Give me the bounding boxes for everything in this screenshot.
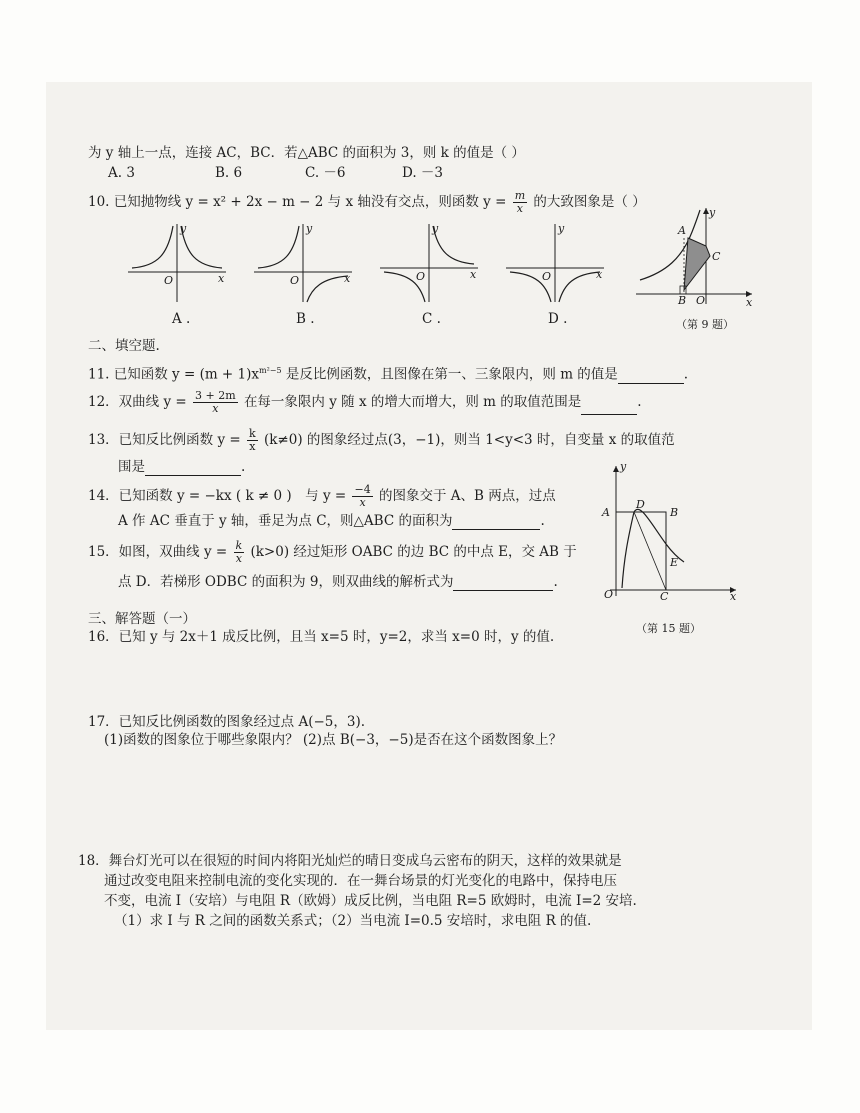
q10-stem-before: 10. 已知抛物线 y = x² + 2x − m − 2 与 x 轴没有交点，则函数 y = [88, 194, 507, 210]
q18-line1: 18．舞台灯光可以在很短的时间内将阳光灿烂的晴日变成乌云密布的阴天，这样的效果就是 [78, 853, 622, 869]
q11-after: 是反比例函数，且图像在第一、三象限内，则 m 的值是 [281, 366, 618, 383]
q9-choice-a: A. 3 [108, 165, 135, 181]
q13-end: . [241, 459, 246, 475]
q14-fraction [352, 484, 372, 509]
q10d-x-label: x [596, 268, 603, 281]
q15-line2 [118, 573, 558, 591]
q14-before: 14．已知函数 y = −kx ( k ≠ 0 ) 与 y = [88, 488, 347, 504]
fig9-y-label: y [709, 206, 716, 219]
q12-end: . [637, 394, 642, 410]
q12-frac-num: 3 + 2m [195, 389, 236, 402]
q10-frac-den: x [516, 202, 524, 215]
q13-line2-text: 围是 [118, 459, 145, 475]
fig9-x-label: x [746, 296, 753, 309]
fig15-point-d: D [636, 498, 645, 511]
q10a-y-label: y [180, 222, 187, 235]
q13-fraction [247, 428, 258, 453]
q13-after: (k≠0) 的图象经过点(3，−1)，则当 1<y<3 时，自变量 x 的取值范 [263, 432, 675, 448]
fig15-caption: （第 15 题） [636, 622, 701, 635]
q15-frac-den: x [235, 552, 242, 565]
q18-line3: 不变，电流 I（安培）与电阻 R（欧姆）成反比例，当电阻 R=5 欧姆时，电流 I=2 安培. [104, 893, 637, 909]
q12-before: 12．双曲线 y = [88, 394, 187, 410]
q15-line2-text: 点 D．若梯形 ODBC 的面积为 9，则双曲线的解析式为 [118, 574, 454, 590]
q9-choice-c: C. －6 [305, 165, 346, 181]
q10-label-b: B . [296, 311, 315, 327]
q13-line2 [118, 458, 245, 476]
q13-before: 13．已知反比例函数 y = [88, 432, 241, 448]
q10c-origin: O [416, 270, 426, 283]
q10-frac-num: m [514, 189, 526, 202]
q12-fraction [193, 390, 238, 415]
q17-line1: 17．已知反比例函数的图象经过点 A(−5，3). [88, 714, 366, 730]
q15-text [88, 540, 577, 565]
q9-choice-d: D. －3 [402, 165, 444, 181]
q12-text [88, 390, 642, 415]
q10-label-d: D . [548, 311, 568, 327]
q15-end: . [553, 574, 558, 590]
q10b-x-label: x [344, 272, 351, 285]
q10a-x-label: x [218, 272, 225, 285]
fig15-point-a: A [602, 506, 610, 519]
q15-blank[interactable] [453, 590, 553, 591]
q15-fraction [234, 540, 245, 565]
q11-text [88, 362, 688, 384]
q14-frac-den: x [359, 496, 366, 509]
q10-label-a: A . [172, 311, 191, 327]
q10-label-c: C . [422, 311, 441, 327]
q13-blank[interactable] [145, 475, 241, 476]
fig9-point-b: B [678, 294, 687, 307]
q11-end: . [683, 366, 689, 383]
q10c-y-label: y [432, 222, 439, 235]
q10b-origin: O [290, 274, 300, 287]
q15-frac-num: k [235, 539, 243, 552]
q10-stem-after: 的大致图象是（ ） [533, 194, 646, 210]
fig9-point-c: C [712, 250, 721, 263]
q10d-y-label: y [558, 222, 565, 235]
q14-line2-text: A 作 AC 垂直于 y 轴，垂足为点 C，则△ABC 的面积为 [118, 513, 453, 529]
q12-frac-den: x [212, 402, 219, 415]
q13-frac-den: x [249, 440, 256, 453]
q17-line2: (1)函数的图象位于哪些象限内？ (2)点 B(−3，−5)是否在这个函数图象上？ [104, 732, 563, 748]
q15-before: 15．如图，双曲线 y = [88, 544, 228, 560]
fig9-point-a: A [678, 224, 686, 237]
q14-end: . [540, 513, 545, 529]
q13-frac-num: k [249, 427, 256, 440]
fig15-point-c: C [660, 590, 669, 603]
fig15-point-e: E [670, 556, 679, 569]
fig15-diagram [600, 462, 740, 602]
q14-blank[interactable] [452, 529, 540, 530]
fig15-origin: O [604, 588, 614, 601]
fig9-origin: O [696, 294, 706, 307]
q11-before: 11. 已知函数 y = (m + 1)x [88, 366, 260, 383]
q15-after: (k>0) 经过矩形 OABC 的边 BC 的中点 E，交 AB 于 [250, 544, 577, 560]
q14-text [88, 484, 556, 509]
q10d-origin: O [542, 270, 552, 283]
q10-graph-b [254, 222, 354, 304]
fig15-x-label: x [730, 590, 737, 603]
q13-text [88, 428, 675, 453]
section2-title: 二、填空题. [88, 338, 160, 354]
q18-line2: 通过改变电阻来控制电流的变化实现的．在一舞台场景的灯光变化的电路中，保持电压 [104, 873, 617, 889]
q14-line2 [118, 512, 545, 530]
fig9-diagram [636, 206, 754, 309]
fig15-y-label: y [620, 460, 627, 473]
q10-fraction [513, 190, 527, 215]
q12-blank[interactable] [581, 414, 637, 415]
q10c-x-label: x [470, 268, 477, 281]
q11-exponent: m²−5 [259, 366, 282, 375]
q12-after: 在每一象限内 y 随 x 的增大而增大，则 m 的取值范围是 [243, 394, 582, 410]
q18-line4: （1）求 I 与 R 之间的函数关系式；（2）当电流 I=0.5 安培时，求电阻 R 的值. [114, 913, 592, 929]
q10-graph-a [128, 222, 228, 304]
q9-choice-b: B. 6 [215, 165, 243, 181]
q16-text: 16．已知 y 与 2x＋1 成反比例，且当 x=5 时，y=2，求当 x=0 时，y 的值. [88, 629, 555, 645]
q14-after: 的图象交于 A、B 两点，过点 [379, 488, 556, 504]
section3-title: 三、解答题（一） [88, 611, 196, 627]
q10a-origin: O [164, 274, 174, 287]
q10b-y-label: y [306, 222, 313, 235]
fig15-point-b: B [670, 506, 679, 519]
q11-blank[interactable] [618, 383, 684, 384]
q10-graph-c [380, 222, 480, 304]
q9-stem: 为 y 轴上一点，连接 AC，BC．若△ABC 的面积为 3，则 k 的值是（ ） [88, 145, 525, 161]
q10-graph-d [506, 222, 606, 304]
q14-frac-num: −4 [354, 483, 371, 496]
fig9-caption: （第 9 题） [676, 318, 734, 331]
q10-stem [88, 190, 646, 215]
